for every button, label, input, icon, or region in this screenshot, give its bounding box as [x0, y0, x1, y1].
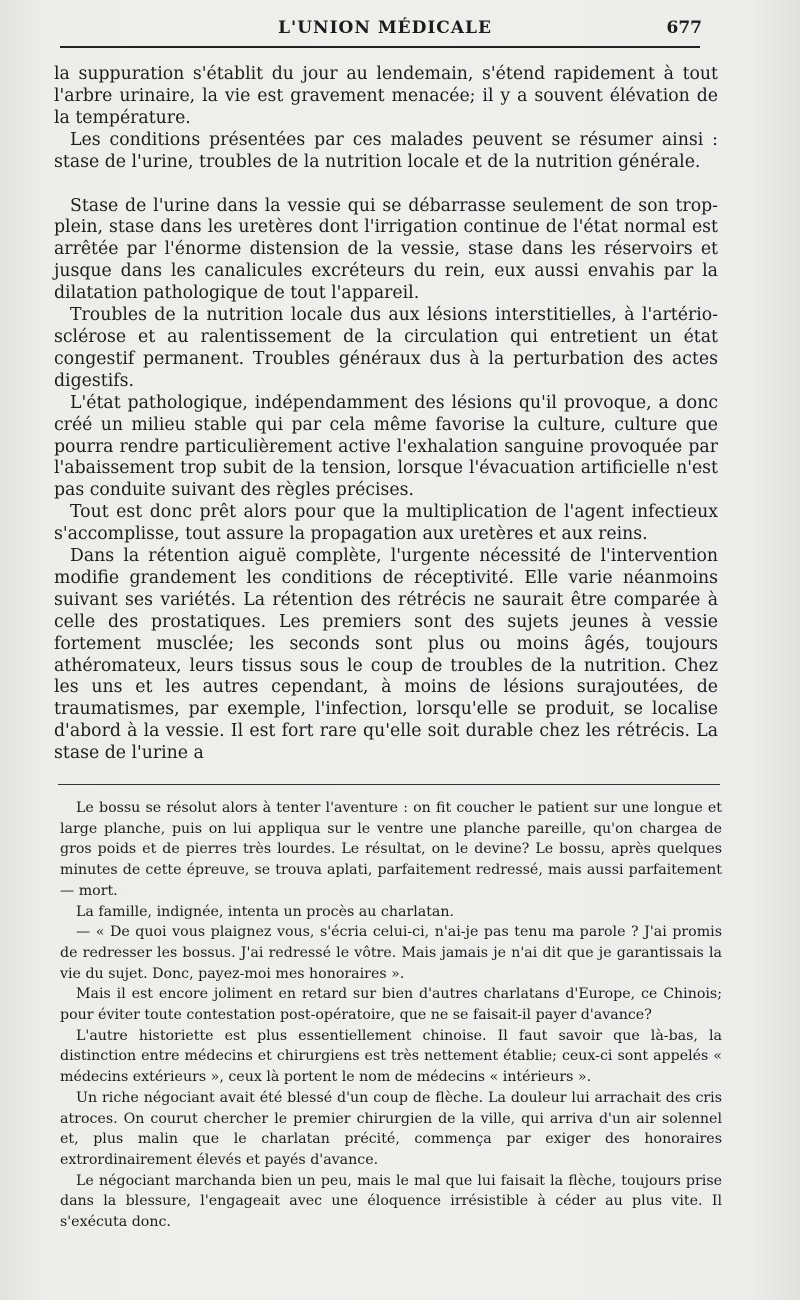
page-number: 677 — [666, 18, 702, 38]
footnote-paragraph: La famille, indignée, intenta un procès au charlatan. — [76, 903, 455, 920]
main-paragraph: Stase de l'urine dans la vessie qui se débarrasse seulement de son trop-plein, stase dans les uretères dont l'irrigation continue de l'état normal est arrêtée par l'énorme distension de la vessie, stase dans les réservoirs et jusque dans les canalicules excréteurs du rein, eux aussi envahis par la dilatation pathologique de tout l'appareil. — [54, 195, 718, 304]
main-paragraph: Troubles de la nutrition locale dus aux lésions interstitielles, à l'artério-sclérose et au ralentissement de la circulation qui entretient un état congestif permanent. Troubles généraux dus à la perturbation des actes digestifs. — [54, 305, 718, 391]
main-paragraph: Tout est donc prêt alors pour que la multiplication de l'agent infectieux s'accomplisse, tout assure la propagation aux uretères et aux reins. — [54, 502, 718, 545]
running-title: L'UNION MÉDICALE — [278, 18, 492, 38]
footnote-text — [60, 798, 722, 1233]
footnote-paragraph: Le bossu se résolut alors à tenter l'aventure : on fit coucher le patient sur une longue et large planche, puis on lui appliqua sur le ventre une planche pareille, qu'on chargea de gros poids et de pierres très lourdes. Le résultat, on le devine? Le bossu, après quelques minutes de cette épreuve, se trouva aplati, parfaitement redressé, mais aussi parfaitement — mort. — [60, 800, 722, 899]
main-text — [54, 64, 718, 765]
main-paragraph: Dans la rétention aiguë complète, l'urgente nécessité de l'intervention modifie grandement les conditions de réceptivité. Elle varie néanmoins suivant ses variétés. La rétention des rétrécis ne saurait être comparée à celle des prostatiques. Les premiers sont des sujets jeunes à vessie fortement musclée; les seconds sont plus ou moins âgés, toujours athéromateux, leurs tissus sous le coup de troubles de la nutrition. Chez les uns et les autres cependant, à moins de lésions surajoutées, de traumatismes, par exemple, l'infection, lorsqu'elle se produit, se localise d'abord à la vessie. Il est fort rare qu'elle soit durable chez les rétrécis. La stase de l'urine a — [54, 546, 718, 764]
footnote-paragraph: Un riche négociant avait été blessé d'un coup de flèche. La douleur lui arrachait des cris atroces. On courut chercher le premier chirurgien de la ville, qui arriva d'un air solennel et, plus malin que le charlatan précité, commença par exiger des honoraires extrordinairement élevés et payés d'avance. — [60, 1089, 722, 1168]
main-paragraph: Les conditions présentées par ces malades peuvent se résumer ainsi : stase de l'urine, troubles de la nutrition locale et de la nutrition générale. — [54, 129, 718, 172]
main-paragraph: la suppuration s'établit du jour au lendemain, s'étend rapidement à tout l'arbre urinaire, la vie est gravement menacée; il y a souvent élévation de la température. — [54, 64, 718, 128]
footnote-paragraph: L'autre historiette est plus essentiellement chinoise. Il faut savoir que là-bas, la distinction entre médecins et chirurgiens est très nettement établie; ceux-ci sont appelés « médecins extérieurs », ceux là portent le nom de médecins « intérieurs ». — [60, 1027, 722, 1086]
main-paragraph: L'état pathologique, indépendamment des lésions qu'il provoque, a donc créé un milieu stable qui par cela même favorise la culture, culture que pourra rendre particulièrement active l'exhalation sanguine provoquée par l'abaissement trop subit de la tension, lorsque l'évacuation artificielle n'est pas conduite suivant des règles précises. — [54, 392, 718, 501]
footnote-paragraph: Le négociant marchanda bien un peu, mais le mal que lui faisait la flèche, toujours prise dans la blessure, l'engageait avec une éloquence irrésistible à céder au plus vite. Il s'exécuta donc. — [60, 1172, 722, 1231]
header-rule — [60, 46, 700, 48]
footnote-rule — [58, 784, 720, 785]
footnote-paragraph: — « De quoi vous plaignez vous, s'écria celui-ci, n'ai-je pas tenu ma parole ? J'ai promis de redresser les bossus. J'ai redressé le vôtre. Mais jamais je n'ai dit que je garantissais la vie du sujet. Donc, payez-moi mes honoraires ». — [60, 924, 722, 982]
footnote-paragraph: Mais il est encore joliment en retard sur bien d'autres charlatans d'Europe, ce Chinois; pour éviter toute contestation post-opératoire, que ne se faisait-il payer d'avance? — [60, 986, 722, 1024]
